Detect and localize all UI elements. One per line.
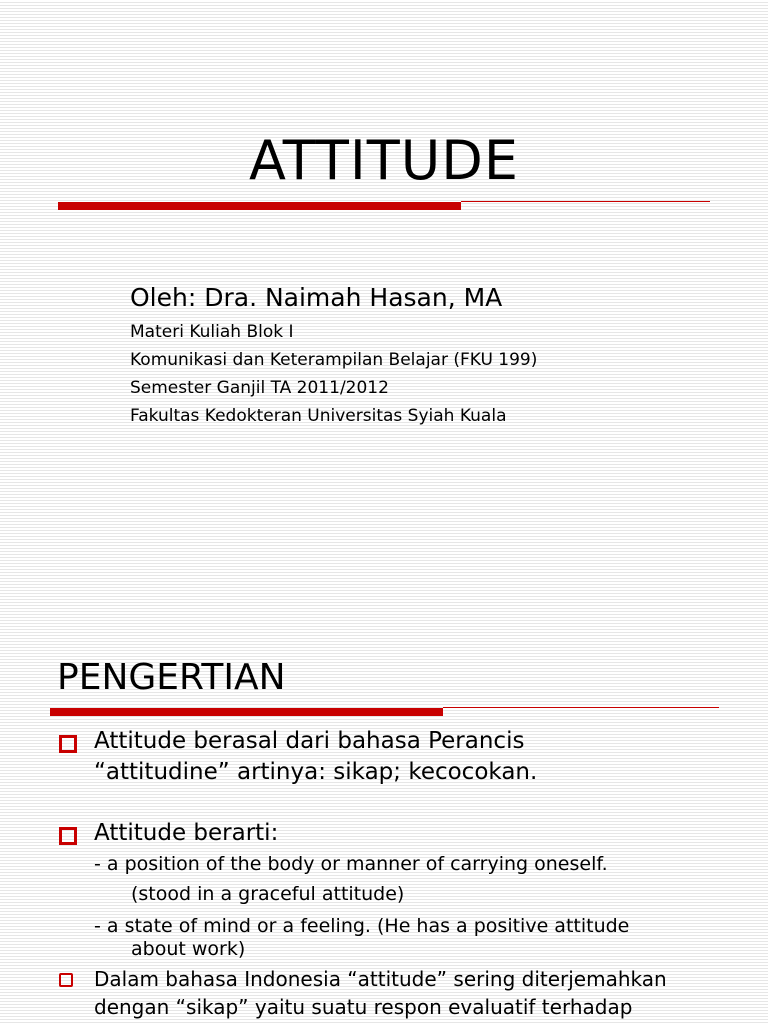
sub-item-detail: about work) <box>131 938 246 960</box>
sub-item: - a state of mind or a feeling. (He has a positive attitude <box>94 915 630 937</box>
course-line: Materi Kuliah Blok I <box>130 322 294 342</box>
bullet-list <box>56 726 756 1021</box>
sub-item: - a position of the body or manner of carrying oneself. <box>94 853 608 875</box>
square-bullet-icon <box>59 827 77 845</box>
course-line: Fakultas Kedokteran Universitas Syiah Kuala <box>130 406 507 426</box>
bullet-item: Attitude berarti: - a position of the body or manner of carrying oneself. (stood in a graceful attitude) - a state of mind or a feeling. (He has a positive attitude about work) <box>56 818 756 959</box>
square-bullet-icon <box>59 973 73 987</box>
course-info <box>130 318 537 430</box>
title-underline-thick <box>50 708 443 716</box>
sub-item-detail: (stood in a graceful attitude) <box>131 883 405 905</box>
course-line: Semester Ganjil TA 2011/2012 <box>130 378 389 398</box>
author-line: Oleh: Dra. Naimah Hasan, MA <box>130 283 503 312</box>
title-underline-thin <box>443 707 719 708</box>
course-line: Komunikasi dan Keterampilan Belajar (FKU 199) <box>130 350 538 370</box>
title-underline-thick <box>58 202 461 210</box>
content-slide <box>0 620 768 1024</box>
title-underline-thin <box>461 201 710 202</box>
slide-title: ATTITUDE <box>249 129 519 192</box>
bullet-item: Attitude berasal dari bahasa Perancis “attitudine” artinya: sikap; kecocokan. <box>56 726 756 788</box>
bullet-item: Dalam bahasa Indonesia “attitude” sering diterjemahkan dengan “sikap” yaitu suatu respon evaluatif terhadap <box>56 965 756 1021</box>
slide-title: PENGERTIAN <box>57 657 286 698</box>
square-bullet-icon <box>59 735 77 753</box>
